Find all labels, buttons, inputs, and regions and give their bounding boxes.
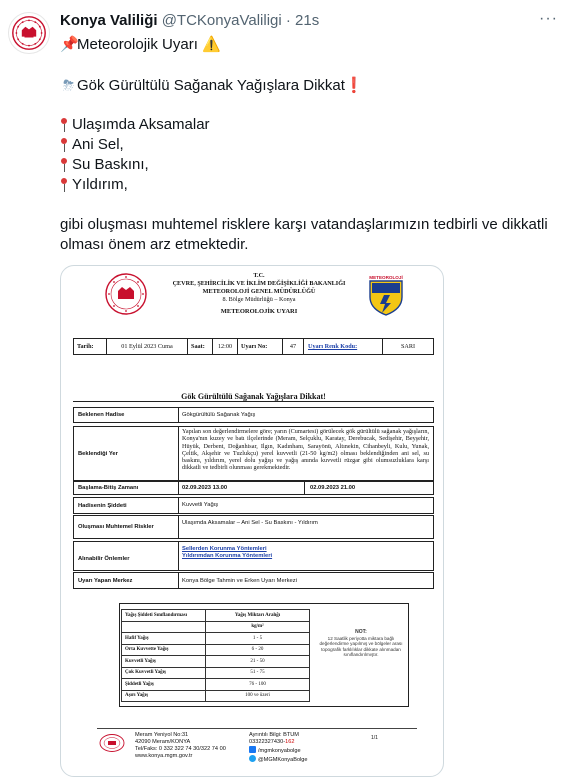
- separator: ·: [285, 12, 291, 29]
- footer-seal-icon: [99, 733, 125, 753]
- footer-contact: Ayrıntılı Bilgi: BTUM 03322327430-162 /mgmkonyabolge @MGMKonyaBolge: [249, 732, 308, 763]
- row-hazard: Beklenen Hadise Gökgürültülü Sağanak Yağış: [73, 407, 434, 423]
- risk-item: Yıldırım,: [72, 176, 128, 193]
- avatar[interactable]: [8, 12, 50, 54]
- tweet-title: Meteorolojik Uyarı: [77, 36, 198, 53]
- tweet-closing-text: gibi oluşması muhtemel risklere karşı vatandaşlarımızın tedbirli ve dikkatli olması önem arz etmektedir.: [60, 216, 548, 253]
- warning-title: Gök Gürültülü Sağanak Yağışlara Dikkat!: [181, 392, 326, 401]
- risk-item: Ulaşımda Aksamalar: [72, 116, 210, 133]
- intensity-table: Yağış Şiddeti Sınıflandırması Yağış Miktarı Aralığı kg/m² Hafif Yağış 1 - 5 Orta Kuvvette Yağış 6 - 20 Kuvvetli Yağış 21 - 50 Çok Kuvvetli Yağış 51 - 75 Şiddetli Yağış 76 - 100 Aşırı Yağış 100 ve üzeri: [121, 609, 310, 702]
- row-risks: Oluşması Muhtemel Riskler Ulaşımda Aksamalar – Ani Sel - Su Baskını - Yıldırım: [73, 515, 434, 539]
- exclamation-icon: ❗: [344, 77, 364, 94]
- tweet-headline: Gök Gürültülü Sağanak Yağışlara Dikkat: [77, 77, 345, 94]
- warning-icon: ⚠️: [202, 36, 221, 53]
- facebook-icon: [249, 746, 256, 753]
- tweet-header: [60, 11, 319, 31]
- footer-divider: [97, 728, 417, 729]
- table-row: Hafif Yağış 1 - 5: [122, 633, 310, 645]
- author-name[interactable]: Konya Valiliği: [60, 12, 158, 29]
- twitter-icon: [249, 755, 256, 762]
- konya-valiligi-logo-icon: [11, 15, 47, 51]
- warning-document: [61, 266, 444, 777]
- table-row: Aşırı Yağış 100 ve üzeri: [122, 690, 310, 702]
- lightning-protection-link[interactable]: Yıldırımdan Korunma Yöntemleri: [182, 553, 273, 560]
- document-title: METEOROLOJİK UYARI: [220, 308, 298, 315]
- pushpin-icon: 📌: [60, 36, 79, 53]
- page-number: 1/1: [371, 735, 378, 741]
- row-measures: Alınabilir Önlemler Sellerden Korunma Yöntemleri Yıldırımdan Korunma Yöntemleri: [73, 541, 434, 571]
- risk-item: Ani Sel,: [72, 136, 124, 153]
- timestamp[interactable]: 21s: [295, 12, 320, 29]
- table-row: Çok Kuvvetli Yağış 51 - 75: [122, 667, 310, 679]
- warning-meta-row: Tarih: 01 Eylül 2023 Cuma Saat: 12:00 Uyarı No: 47 Uyarı Renk Kodu: SARI: [73, 338, 434, 355]
- divider: [73, 401, 434, 402]
- more-options-icon[interactable]: ···: [539, 10, 558, 27]
- risk-list: [60, 115, 560, 195]
- row-severity: Hadisenin Şiddeti Kuvvetli Yağış: [73, 497, 434, 514]
- table-row: Şiddetli Yağış 76 - 100: [122, 679, 310, 691]
- tweet-line-2: [60, 75, 560, 96]
- document-header: T.C. ÇEVRE, ŞEHİRCİLİK VE İKLİM DEĞİŞİKLİĞİ BAKANLIĞI METEOROLOJİ GENEL MÜDÜRLÜĞÜ 8. Bölge Müdürlüğü – Konya METEOROLOJİK UYARI: [153, 272, 365, 316]
- footer-address: Meram Yeniyol No:31 42090 Meram/KONYA Tel/Faks: 0 332 322 74 30/322 74 00 www.konya.mgm.gov.tr: [135, 732, 226, 759]
- meteoroloji-logo-icon: [367, 273, 405, 317]
- flood-protection-link[interactable]: Sellerden Korunma Yöntemleri: [182, 546, 267, 552]
- ministry-seal-icon: [104, 272, 148, 316]
- risk-item: Su Baskını,: [72, 156, 149, 173]
- attached-image[interactable]: [60, 265, 444, 777]
- table-row: Kuvvetli Yağış 21 - 50: [122, 656, 310, 668]
- row-area: Beklendiği Yer Yapılan son değerlendirmelere göre; yarın (Cumartesi) görülecek gök gürültülü sağanak yağışların, Konya'nın kuzey ve batı ilçelerinde (Meram, Selçuklu, Karatay, Derebucak, Sedişehir, Beyşehir, Hüyük, Derbent, Doğanhisar, Ilgın, Kadınhanı, Sarayönü, Altınekin, Cihanbeyli, Kulu, Yunak, Çeltik, Akşehir ve Tuzlukçu) yerel kuvvetli (21-50 kg/m2) olması beklendiğinden ani sel, su baskını, yıldırım, yerel dolu yağışı ve yağış anında kuvvetli rüzgar gibi olumsuzluklara karşı dikkatli ve tedbirli olunması gerekmektedir.: [73, 426, 434, 481]
- svg-text:METEOROLOJİ: METEOROLOJİ: [369, 275, 403, 280]
- author-handle[interactable]: @TCKonyaValiligi: [161, 12, 282, 29]
- thunderstorm-icon: ⛈: [62, 77, 75, 93]
- table-note: NOT: 12 Saatlik periyotta miktara bağlı değerlendirme yapılmış ve bölgeler arası topografik farklılıklar dikkate alınmadan sınıflandırılmıştır.: [319, 629, 403, 658]
- row-period: Başlama-Bitiş Zamanı 02.09.2023 13.00 02.09.2023 21.00: [73, 481, 434, 495]
- table-row: Orta Kuvvette Yağış 6 - 20: [122, 644, 310, 656]
- tweet-line-1: [60, 35, 560, 55]
- row-issuer: Uyarı Yapan Merkez Konya Bölge Tahmin ve Erken Uyarı Merkezi: [73, 572, 434, 589]
